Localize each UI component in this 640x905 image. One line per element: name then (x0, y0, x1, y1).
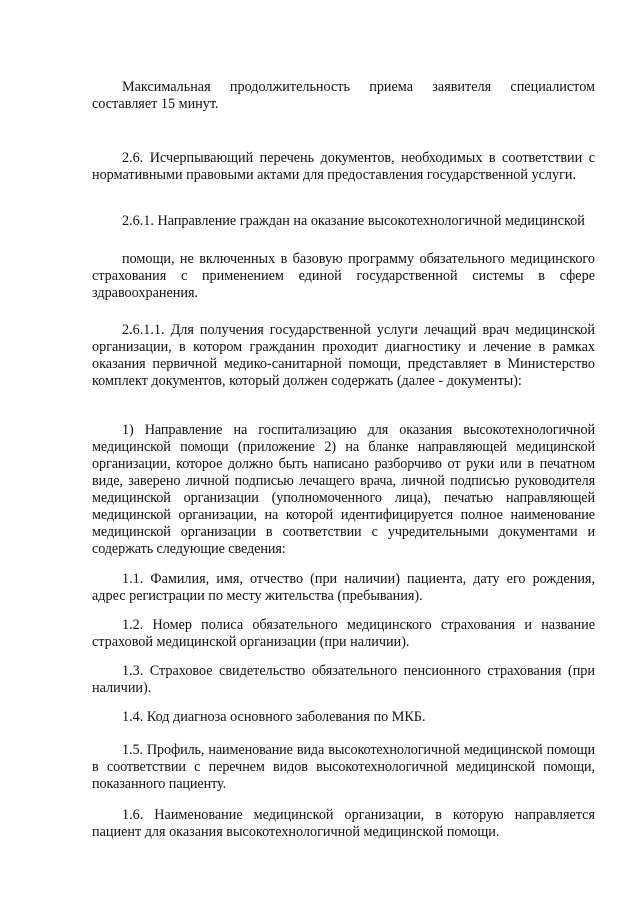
paragraph-item-1-4: 1.4. Код диагноза основного заболевания по МКБ. (122, 709, 426, 725)
paragraph-item-1-1: 1.1. Фамилия, имя, отчество (при наличии) пациента, дату его рождения, адрес регистрации по месту жительства (пребывания). (92, 571, 595, 604)
paragraph-appointment-duration: Максимальная продолжительность приема заявителя специалистом составляет 15 минут. (92, 79, 595, 112)
paragraph-2-6-1-1: 2.6.1.1. Для получения государственной услуги лечащий врач медицинской организации, в котором гражданин проходит диагностику и лечение в рамках оказания первичной медико-санитарной помощи, представляет в Министерство комплект документов, который должен содержать (далее - документы): (92, 322, 595, 389)
paragraph-2-6-1-continuation: помощи, не включенных в базовую программу обязательного медицинского страхования с применением единой государственной системы в сфере здравоохранения. (92, 251, 595, 301)
paragraph-item-1-6: 1.6. Наименование медицинской организации, в которую направляется пациент для оказания высокотехнологичной медицинской помощи. (92, 807, 595, 840)
paragraph-2-6-heading: 2.6. Исчерпывающий перечень документов, необходимых в соответствии с нормативными правовыми актами для предоставления государственной услуги. (92, 150, 595, 183)
paragraph-item-1-3: 1.3. Страховое свидетельство обязательного пенсионного страхования (при наличии). (92, 663, 595, 696)
paragraph-item-1-2: 1.2. Номер полиса обязательного медицинского страхования и название страховой медицинской организации (при наличии). (92, 617, 595, 650)
paragraph-2-6-1-heading: 2.6.1. Направление граждан на оказание высокотехнологичной медицинской (122, 213, 585, 229)
paragraph-item-1-referral: 1) Направление на госпитализацию для оказания высокотехнологичной медицинской помощи (приложение 2) на бланке направляющей медицинской организации, которое должно быть написано разборчиво от руки или в печатном виде, заверено личной подписью лечащего врача, личной подписью руководителя медицинской организации (уполномоченного лица), печатью направляющей медицинской организации, на которой идентифицируется полное наименование медицинской организации в соответствии с учредительными документами и содержать следующие сведения: (92, 422, 595, 557)
paragraph-item-1-5: 1.5. Профиль, наименование вида высокотехнологичной медицинской помощи в соответствии с перечнем видов высокотехнологичной медицинской помощи, показанного пациенту. (92, 742, 595, 792)
